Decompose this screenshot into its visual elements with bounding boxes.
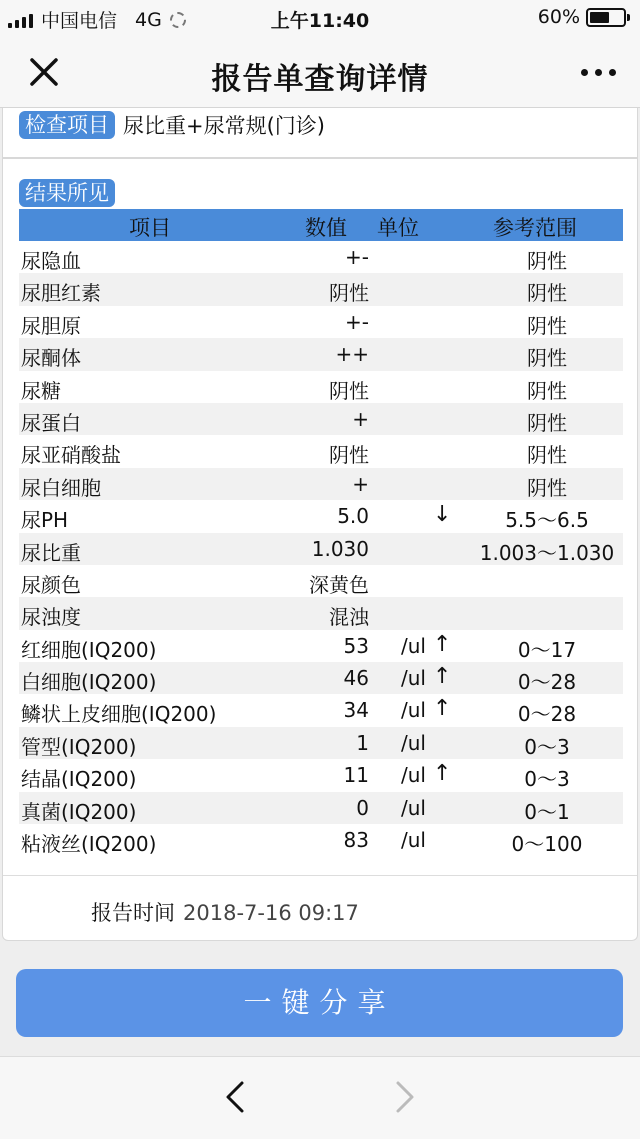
row-unit: /ul xyxy=(401,795,426,820)
row-value: +- xyxy=(345,245,369,269)
row-name: 尿PH xyxy=(21,508,69,533)
battery-icon xyxy=(586,8,626,27)
row-ref: 阴性 xyxy=(527,410,567,435)
row-name: 结晶(IQ200) xyxy=(21,767,137,792)
result-label: 结果所见 xyxy=(19,179,115,207)
share-button[interactable]: 一键分享 xyxy=(16,969,623,1037)
row-ref: 0～1 xyxy=(524,799,570,824)
table-row xyxy=(19,306,623,338)
row-name: 红细胞(IQ200) xyxy=(21,637,157,662)
row-flag: ↓ xyxy=(433,502,452,528)
table-row xyxy=(19,824,623,856)
exam-card xyxy=(2,108,638,158)
row-value: + xyxy=(352,406,369,431)
row-unit: /ul xyxy=(401,828,426,853)
row-unit: /ul xyxy=(401,698,426,723)
row-value: 0 xyxy=(356,795,369,820)
table-row xyxy=(19,662,623,694)
status-bar xyxy=(0,0,640,36)
row-ref: 阴性 xyxy=(527,475,567,500)
row-name: 白细胞(IQ200) xyxy=(21,670,157,695)
network-type: 4G xyxy=(135,8,162,31)
table-row xyxy=(19,338,623,370)
row-ref: 阴性 xyxy=(527,443,567,468)
page-title: 报告单查询详情 xyxy=(211,62,429,97)
table-row xyxy=(19,694,623,726)
row-value: 阴性 xyxy=(329,281,369,306)
row-value: ++ xyxy=(335,342,369,367)
row-ref: 0～100 xyxy=(511,832,583,857)
row-unit: /ul xyxy=(401,763,426,788)
status-right xyxy=(538,6,626,28)
row-name: 尿酮体 xyxy=(21,346,81,371)
report-time-value: 2018-7-16 09:17 xyxy=(183,901,359,925)
table-row xyxy=(19,565,623,597)
report-time xyxy=(91,897,359,927)
row-ref: 阴性 xyxy=(527,346,567,371)
row-value: 46 xyxy=(343,666,369,691)
row-ref: 0～17 xyxy=(517,637,577,662)
row-value: 34 xyxy=(343,698,369,723)
exam-value: 尿比重+尿常规(门诊) xyxy=(123,114,325,138)
table-row xyxy=(19,630,623,662)
table-row xyxy=(19,468,623,500)
table-row xyxy=(19,597,623,629)
row-name: 真菌(IQ200) xyxy=(21,799,137,824)
row-ref: 0～28 xyxy=(517,670,577,695)
table-row xyxy=(19,403,623,435)
result-card xyxy=(2,158,638,941)
battery-percent: 60% xyxy=(537,6,580,28)
row-name: 尿糖 xyxy=(21,378,61,403)
row-name: 尿亚硝酸盐 xyxy=(21,443,121,468)
row-value: 1.030 xyxy=(311,536,369,561)
row-value: 1 xyxy=(356,730,369,755)
row-unit: /ul xyxy=(401,633,426,658)
divider xyxy=(3,875,637,876)
row-value: 深黄色 xyxy=(309,572,369,597)
chevron-right-icon[interactable] xyxy=(386,1077,422,1117)
row-value: 83 xyxy=(343,828,369,853)
header-value: 数值 xyxy=(305,216,347,240)
carrier-name: 中国电信 xyxy=(41,10,118,32)
row-value: + xyxy=(352,471,369,496)
result-table xyxy=(19,241,623,856)
row-ref: 1.003～1.030 xyxy=(479,540,615,565)
row-name: 尿胆红素 xyxy=(21,281,101,306)
row-value: 5.0 xyxy=(337,504,369,529)
more-icon[interactable] xyxy=(576,58,620,86)
table-row xyxy=(19,792,623,824)
row-value: 11 xyxy=(343,763,369,788)
bottom-bar xyxy=(0,1056,640,1139)
header-unit: 单位 xyxy=(377,216,419,240)
header-ref: 参考范围 xyxy=(493,216,577,240)
row-ref: 5.5～6.5 xyxy=(505,508,589,533)
table-row xyxy=(19,371,623,403)
table-row xyxy=(19,727,623,759)
row-ref: 0～3 xyxy=(524,767,570,792)
exam-row xyxy=(19,110,325,140)
row-ref: 阴性 xyxy=(527,281,567,306)
table-row xyxy=(19,500,623,532)
chevron-left-icon[interactable] xyxy=(218,1077,254,1117)
row-flag: ↑ xyxy=(433,664,452,690)
exam-label: 检查项目 xyxy=(19,111,115,139)
row-value: 混浊 xyxy=(329,605,369,630)
table-row xyxy=(19,759,623,791)
row-ref: 0～3 xyxy=(524,734,570,759)
row-ref: 0～28 xyxy=(517,702,577,727)
row-unit: /ul xyxy=(401,730,426,755)
row-value: +- xyxy=(345,309,369,334)
row-name: 尿颜色 xyxy=(21,572,81,597)
row-ref: 阴性 xyxy=(527,378,567,403)
row-name: 粘液丝(IQ200) xyxy=(21,832,157,857)
report-time-label: 报告时间 xyxy=(91,901,175,925)
row-name: 尿浊度 xyxy=(21,605,81,630)
row-flag: ↑ xyxy=(433,631,452,657)
table-row xyxy=(19,273,623,305)
row-flag: ↑ xyxy=(433,761,452,787)
row-value: 53 xyxy=(343,633,369,658)
row-value: 阴性 xyxy=(329,443,369,468)
row-name: 尿胆原 xyxy=(21,313,81,338)
row-name: 管型(IQ200) xyxy=(21,734,137,759)
row-name: 尿隐血 xyxy=(21,249,81,273)
table-row xyxy=(19,533,623,565)
battery-level xyxy=(590,12,609,23)
table-row xyxy=(19,241,623,273)
row-ref: 阴性 xyxy=(527,313,567,338)
row-name: 鳞状上皮细胞(IQ200) xyxy=(21,702,217,727)
header-item: 项目 xyxy=(129,216,171,240)
row-name: 尿白细胞 xyxy=(21,475,101,500)
row-ref: 阴性 xyxy=(527,249,567,273)
nav-bar xyxy=(0,36,640,108)
row-flag: ↑ xyxy=(433,696,452,722)
status-time: 上午11:40 xyxy=(270,10,370,32)
table-header xyxy=(19,209,623,241)
table-row xyxy=(19,435,623,467)
row-name: 尿比重 xyxy=(21,540,81,565)
row-value: 阴性 xyxy=(329,378,369,403)
row-name: 尿蛋白 xyxy=(21,410,81,435)
row-unit: /ul xyxy=(401,666,426,691)
